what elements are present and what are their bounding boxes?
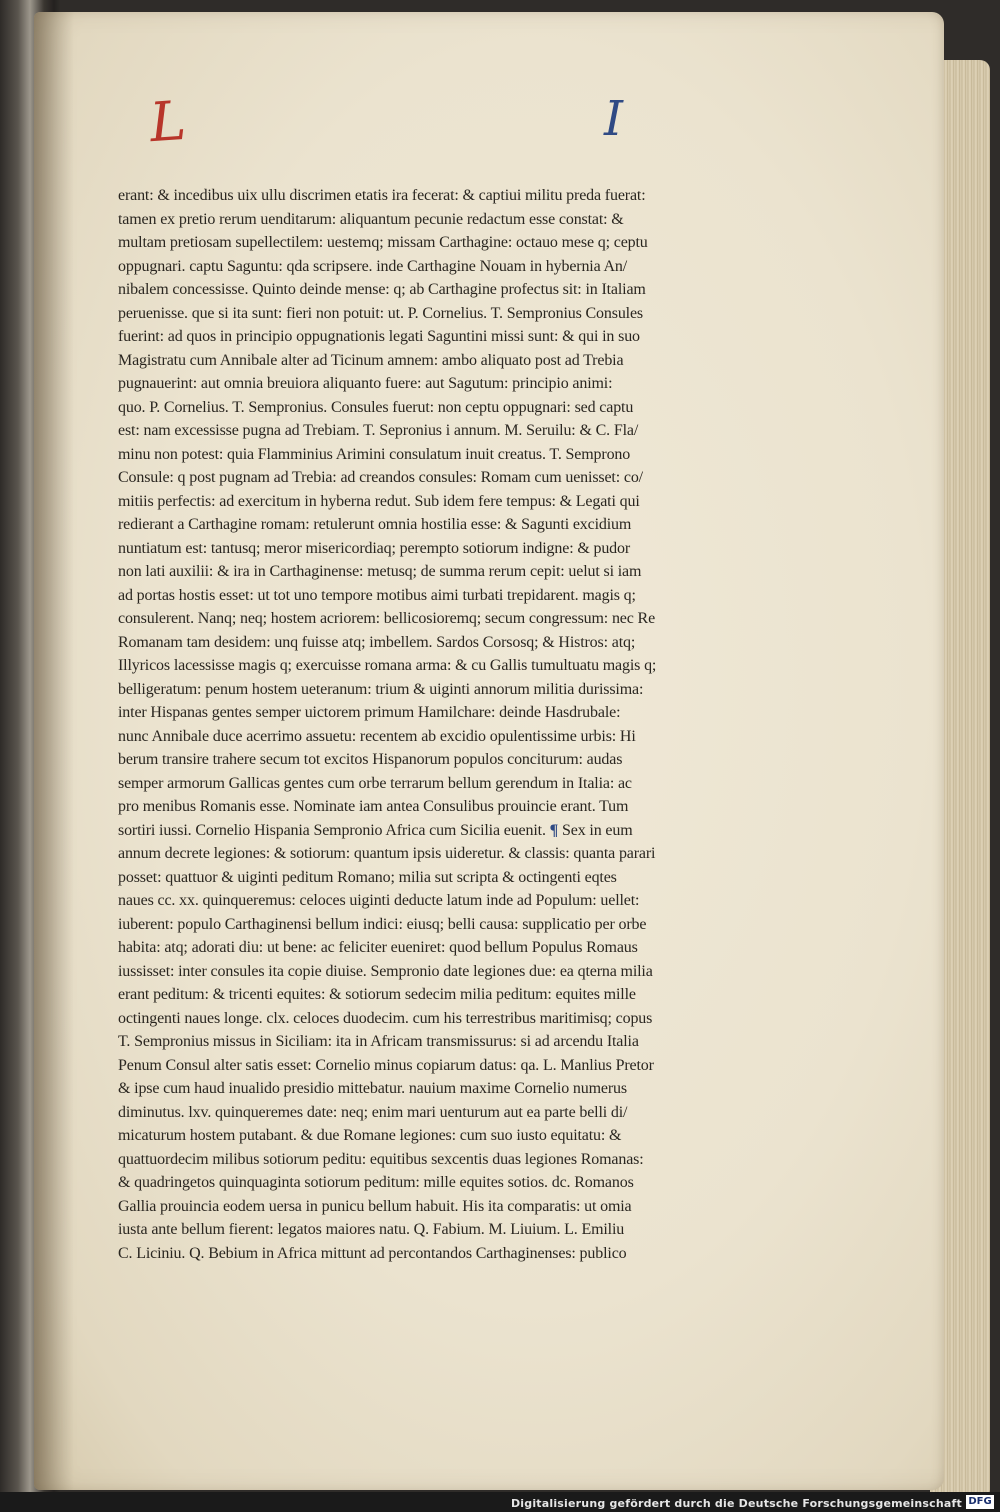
text-line: redierant a Carthagine romam: retulerunt omnia hostilia esse: & Sagunti excidium [118,516,632,533]
text-line: sortiri iussi. Cornelio Hispania Sempronio Africa cum Sicilia euenit. ¶ Sex in eum [118,821,633,839]
text-line: Consule: q post pugnam ad Trebia: ad creandos consules: Romam cum uenisset: co/ [118,469,643,486]
footer-bar [0,1492,1000,1512]
text-line: non lati auxilii: & ira in Carthaginense: metusq; de summa rerum cepit: uelut si iam [118,563,642,580]
text-line: belligeratum: penum hostem ueteranum: trium & uiginti annorum militia durissima: [118,680,644,698]
text-line: T. Sempronius missus in Siciliam: ita in Africam transmissurus: si ad arcendu Italia [118,1033,639,1050]
text-line: iussisset: inter consules ita copie diuise. Sempronio date legiones due: ea qterna milia [118,962,653,980]
digitization-credit: Digitalisierung gefördert durch die Deutsche Forschungsgemeinschaft [510,1497,962,1510]
text-line: quo. P. Cornelius. T. Sempronius. Consules fuerut: non ceptu oppugnari: sed captu [118,398,634,416]
text-line: iusta ante bellum fierent: legatos maiores natu. Q. Fabium. M. Liuium. L. Emiliu [118,1221,625,1238]
text-line: Magistratu cum Annibale alter ad Ticinum amnem: ambo aliquato post ad Trebia [118,351,624,369]
text-line: semper armorum Gallicas gentes cum orbe terrarum bellum gerendum in Italia: ac [118,774,632,792]
text-line: quattuordecim milibus sotiorum peditu: equitibus sexcentis duas legiones Romanas: [118,1150,644,1168]
blue-initial-mark: I [604,91,623,147]
text-line: peruenisse. que si ita sunt: fieri non potuit: ut. P. Cornelius. T. Sempronius Consules [118,304,643,322]
text-line: tamen ex pretio rerum uenditarum: aliquantum pecunie redactum esse constat: & [118,210,624,228]
text-line: & ipse cum haud inualido presidio mittebatur. nauium maxime Cornelio numerus [118,1080,627,1097]
text-line: pro menibus Romanis esse. Nominate iam antea Consulibus prouincie erant. Tum [118,798,629,815]
text-line: Romanam tam desidem: unq fuisse atq; imbellem. Sardos Corsosq; & Histros: atq; [118,633,636,651]
text-line: erant peditum: & tricenti equites: & sotiorum sedecim milia peditum: equites mille [118,986,636,1003]
text-line: & quadringetos quinquaginta sotiorum peditum: mille equites sotios. dc. Romanos [118,1174,634,1191]
text-line: multam pretiosam supellectilem: uestemq; missam Carthagine: octauo mese q; ceptu [118,234,648,251]
text-line: nuntiatum est: tantusq; meror misericordiaq; perempto sotiorum indigne: & pudor [118,539,631,557]
text-line: posset: quattuor & uiginti peditum Romano; milia sut scripta & octingenti eqtes [118,868,617,886]
text-line: C. Liciniu. Q. Bebium in Africa mittunt ad percontandos Carthaginenses: publico [118,1244,627,1262]
text-line: berum transire trahere secum tot excitos Hispanorum populos conciturum: audas [118,751,623,768]
text-line: Penum Consul alter satis esset: Cornelio minus copiarum datus: qa. L. Manlius Pretor [118,1056,654,1074]
text-line: pugnauerint: aut omnia breuiora aliquanto fuere: aut Sagutum: principio animi: [118,375,613,392]
text-line: Illyricos lacessisse magis q; exercuisse romana arma: & cu Gallis tumultuatu magis q; [118,657,657,674]
text-line: oppugnari. captu Saguntu: qda scripsere. inde Carthagine Nouam in hybernia An/ [118,257,628,275]
text-line: nibalem concessisse. Quinto deinde mense: q; ab Carthagine profectus sit: in Italiam [118,281,646,298]
text-line: erant: & incedibus uix ullu discrimen etatis ira fecerat: & captiui militu preda fuerat: [118,187,646,204]
text-line: Gallia prouincia eodem uersa in punicu bellum habuit. His ita comparatis: ut omia [118,1197,632,1215]
text-line: diminutus. lxv. quinqueremes date: neq; enim mari uenturum aut ea parte belli di/ [118,1103,628,1121]
dfg-logo: DFG [966,1495,994,1509]
text-line: iuberent: populo Carthaginensi bellum indici: eiusq; belli causa: supplicatio per orbe [118,915,647,933]
text-line: consulerent. Nanq; neq; hostem acriorem: bellicosioremq; secum congressum: nec Re [118,610,656,627]
text-line: inter Hispanas gentes semper uictorem primum Hamilchare: deinde Hasdrubale: [118,704,621,721]
text-line: nunc Annibale duce acerrimo assuetu: recentem ab excidio opulentissime urbis: Hi [118,727,636,745]
text-line: minu non potest: quia Flamminius Arimini consulatum inuit creatus. T. Semprono [118,445,631,463]
text-line: naues cc. xx. quinqueremus: celoces uiginti deducte latum inde ad Populum: uellet: [118,892,640,909]
text-line: octingenti naues longe. clx. celoces duodecim. cum his terrestribus maritimisq; copus [118,1009,653,1027]
gutter-shadow [34,12,74,1490]
text-line: micaturum hostem putabant. & due Romane legiones: cum suo iusto equitatu: & [118,1127,622,1144]
text-line: ad portas hostis esset: ut tot uno tempore motibus aimi turbati trepidarent. magis q; [118,586,636,604]
incunable-text-block [118,184,718,1265]
text-line: fuerint: ad quos in principio oppugnationis legati Saguntini missi sunt: & qui in suo [118,328,640,345]
text-line: est: nam excessisse pugna ad Trebiam. T. Sepronius i annum. M. Seruilu: & C. Fla/ [118,422,639,439]
paragraph-mark: ¶ [549,821,559,839]
text-line: mitiis perfectis: ad exercitum in hyberna redut. Sub idem fere tempus: & Legati qui [118,492,640,510]
text-line: annum decrete legiones: & sotiorum: quantum ipsis uideretur. & classis: quanta parari [118,845,656,862]
text-line: habita: atq; adorati diu: ut bene: ac feliciter eueniret: quod bellum Populus Romaus [118,939,638,956]
red-initial-mark: L [147,88,188,155]
